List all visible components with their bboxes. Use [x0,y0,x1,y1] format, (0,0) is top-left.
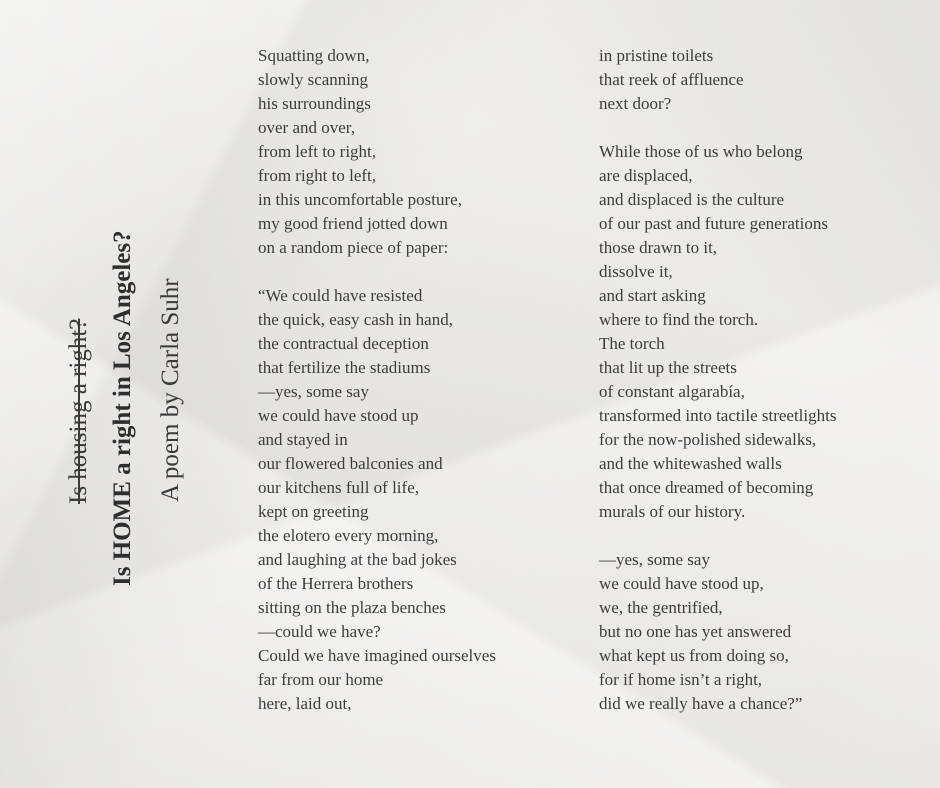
poem-column-2 [599,44,836,716]
poem-line: are displaced, [599,166,693,185]
poem-line: The torch [599,334,665,353]
poem-line: here, laid out, [258,694,352,713]
poem-line: on a random piece of paper: [258,238,449,257]
poem-line [599,116,836,140]
poem-line: of constant algarabía, [599,382,745,401]
poem-line: our kitchens full of life, [258,478,419,497]
poem-line: that once dreamed of becoming [599,478,814,497]
poem-line: of the Herrera brothers [258,574,414,593]
poem-line: that fertilize the stadiums [258,358,431,377]
poem-line: his surroundings [258,94,371,113]
poem-line: those drawn to it, [599,238,718,257]
poem-line [258,260,496,284]
poem-line: in this uncomfortable posture, [258,190,462,209]
poem-line: from left to right, [258,142,377,161]
poem-line: did we really have a chance?” [599,694,803,713]
poem-line: slowly scanning [258,70,369,89]
poem-line: Could we have imagined ourselves [258,646,496,665]
poem-line: sitting on the plaza benches [258,598,446,617]
byline: A poem by Carla Suhr [157,278,184,502]
poem-line: far from our home [258,670,384,689]
poem-line: that lit up the streets [599,358,737,377]
poem-line: what kept us from doing so, [599,646,789,665]
poem-line: from right to left, [258,166,377,185]
poem-line: we, the gentrified, [599,598,723,617]
struck-title: Is housing a right? [65,318,92,504]
main-title: Is HOME a right in Los Angeles? [109,230,136,586]
poem-line: and the whitewashed walls [599,454,782,473]
poem-line: —could we have? [258,622,381,641]
poem-line: that reek of affluence [599,70,744,89]
poem-line: our flowered balconies and [258,454,443,473]
poem-line: and start asking [599,286,706,305]
poem-line: over and over, [258,118,356,137]
poem-line: —yes, some say [599,550,710,569]
poem-line: next door? [599,94,672,113]
poem-line: we could have stood up, [599,574,764,593]
poem-line: “We could have resisted [258,286,423,305]
poem-line: my good friend jotted down [258,214,448,233]
poem-line: murals of our history. [599,502,746,521]
poem-line [599,524,836,548]
poem-column-1 [258,44,496,716]
poem-line: dissolve it, [599,262,673,281]
poem-line: for the now-polished sidewalks, [599,430,817,449]
poem-line: but no one has yet answered [599,622,792,641]
poem-line: While those of us who belong [599,142,803,161]
poem-line: Squatting down, [258,46,370,65]
poem-line: transformed into tactile streetlights [599,406,837,425]
poem-line: and laughing at the bad jokes [258,550,457,569]
poem-line: for if home isn’t a right, [599,670,763,689]
poem-line: of our past and future generations [599,214,828,233]
poem-line: and stayed in [258,430,348,449]
poem-line: the contractual deception [258,334,429,353]
poem-line: the elotero every morning, [258,526,439,545]
poem-line: in pristine toilets [599,46,714,65]
poem-line: the quick, easy cash in hand, [258,310,453,329]
poem-line: where to find the torch. [599,310,759,329]
poem-line: and displaced is the culture [599,190,785,209]
poem-line: kept on greeting [258,502,369,521]
poem-line: —yes, some say [258,382,369,401]
title-block [20,166,184,586]
poem-line: we could have stood up [258,406,419,425]
